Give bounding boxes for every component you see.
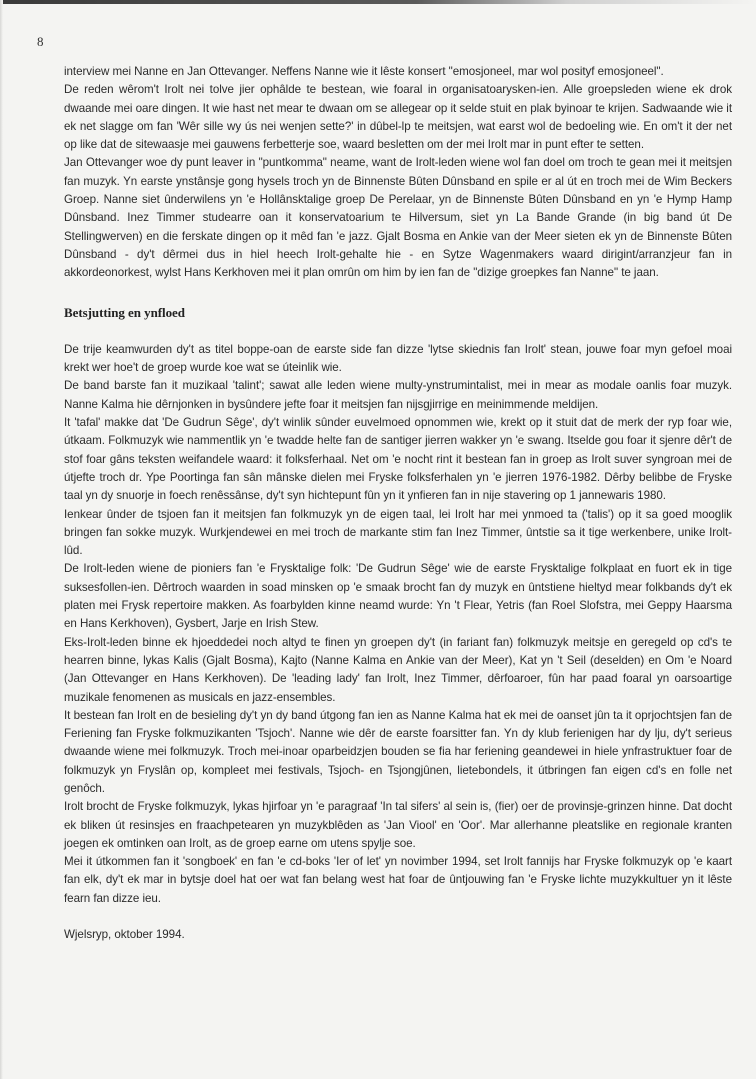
scan-top-edge bbox=[0, 0, 756, 4]
paragraph: De reden wêrom't Irolt nei tolve jier ophâlde te bestean, wie foaral in organisatoarysken-ien. Alle groepsleden wiene ek drok dwaande mei oare dingen. It wie hast net mear te dwaan om se allegear op it selde stuit en plak byinoar te krijen. Sadwaande wie it ek net slagge om fan 'Wêr sille wy ús nei wenjen sette?' in dûbel-lp te meitsjen, wat earst wol de bedoeling wie. En om't it der net op like dat de sitewaasje mei gauwens ferbetterje soe, waard besletten om der mei Irolt mar in punt efter te setten. bbox=[64, 83, 732, 152]
paragraph: interview mei Nanne en Jan Ottevanger. Neffens Nanne wie it lêste konsert "emosjoneel, mar wol posityf emosjoneel". bbox=[64, 65, 664, 78]
page-number: 8 bbox=[37, 34, 44, 49]
paragraph: It bestean fan Irolt en de besieling dy't yn dy band útgong fan ien as Nanne Kalma hat ek mei de oanset jûn ta it oprjochtsjen fan de Feriening fan Fryske folkmuzikanten 'Tsjoch'. Nanne wie dêr de earste foarsitter fan. Yn dy klub ferienigen har dy lju, dy't serieus dwaande wiene mei folkmuzyk. Troch mei-inoar oparbeidzjen bouden se fia har feriening geandewei in hiele ynfrastruktuer foar de folkmuzyk yn Fryslân op, kompleet mei festivals, Tsjoch- en Tsjongjûnen, lietebondels, it útbringen fan eigen cd's en folle net genôch. bbox=[64, 708, 732, 795]
paragraph: Mei it útkommen fan it 'songboek' en fan 'e cd-boks 'Ier of let' yn novimber 1994, set Irolt fannijs har Fryske folkmuzyk op 'e kaart fan elk, dy't ek mar in bytsje doel hat oer wat fan belang west hat foar de ûntjouwing fan 'e Fryske lichte muzykkultuer yn it lêste fearn fan dizze ieu. bbox=[64, 855, 732, 905]
paragraph: It 'tafal' makke dat 'De Gudrun Sêge', dy't winlik sûnder euvelmoed opnommen wie, krekt op it stuit dat de merk der ryp foar wie, útkaam. Folkmuzyk wie nammentlik yn 'e twadde helte fan de santiger jierren wakker yn 'e swang. Itselde gou foar it sjenre dêr't de stof foar gâns teksten weifandele waard: it folksferhaal. Net om 'e nocht rint it bestean fan in groep as Irolt suver syngroan mei de útjefte troch dr. Ype Poortinga fan sân mânske dielen mei Fryske folksferhalen yn 'e jierren 1976-1982. Dêrby belibbe de Fryske taal yn dy snuorje in foech renêssânse, dy't syn hichtepunt fûn yn it ynfieren fan in nije stavering op 1 jannewaris 1980. bbox=[64, 416, 732, 503]
scan-left-edge bbox=[0, 0, 3, 1079]
paragraph: De Irolt-leden wiene de pioniers fan 'e Frysktalige folk: 'De Gudrun Sêge' wie de earste Frysktalige folkplaat en fuort ek in tige suksesfollen-ien. Dêrtroch waarden in soad minsken op 'e smaak brocht fan dy muzyk en ûntstiene hieltyd mear folkbands dy't ek platen mei Frysk repertoire makken. As foarbylden kinne neamd wurde: Yn 't Flear, Yetris (fan Roel Slofstra, mei Geppy Haarsma en Hans Kerkhoven), Gysbert, Jarje en Irish Stew. bbox=[64, 562, 732, 631]
section-heading: Betsjutting en ynfloed bbox=[64, 304, 185, 320]
paragraph: De band barste fan it muzikaal 'talint'; sawat alle leden wiene multy-ynstrumintalist, mei in mear as modale oanlis foar muzyk. Nanne Kalma hie dêrnjonken in bysûndere jefte foar it meitsjen fan nijsgjirrige en meinimmende meldijen. bbox=[64, 379, 732, 411]
document-body bbox=[64, 63, 732, 944]
paragraph: Irolt brocht de Fryske folkmuzyk, lykas hjirfoar yn 'e paragraaf 'In tal sifers' al sein is, (fier) oer de provinsje-grinzen hinne. Dat docht ek bliken út resinsjes en fraachpetearen yn muzykblêden as 'Jan Viool' en 'Oor'. Mar allerhanne pleatslike en regionale kranten joegen ek omtinken oan Irolt, as de groep earne om utens spylje soe. bbox=[64, 800, 732, 850]
paragraph: Jan Ottevanger woe dy punt leaver in "puntkomma" neame, want de Irolt-leden wiene wol fan doel om troch te gean mei it meitsjen fan muzyk. Yn earste ynstânsje gong hysels troch yn de Binnenste Bûten Dûnsband en spile er al út en troch mei de Wim Beckers Groep. Nanne siet ûnderwilens yn 'e Hollânsktalige groep De Perelaar, yn de Binnenste Bûten Dûnsband en yn 'e Hymp Hamp Dûnsband. Inez Timmer studearre oan it konservatoarium te Hilversum, siet yn La Bande Grande (in big band út De Stellingwerven) en die ferskate dingen op it mêd fan 'e jazz. Gjalt Bosma en Ankie van der Meer sieten ek yn de Binnenste Bûten Dûnsband - dy't dêrmei dus in hiel heech Irolt-gehalte hie - en Sytze Wagenmakers waard dirigint/arranzjeur fan in akkordeonorkest, wylst Hans Kerkhoven mei it plan omrûn om him by ien fan de "dizige groepkes fan Nanne" te jaan. bbox=[64, 156, 732, 280]
paragraph: De trije keamwurden dy't as titel boppe-oan de earste side fan dizze 'lytse skiednis fan Irolt' stean, jouwe foar myn gefoel moai krekt wer hoe't de groep wurde koe wat se úteinlik wie. bbox=[64, 342, 732, 375]
signoff-place-date: Wjelsryp, oktober 1994. bbox=[64, 928, 185, 942]
paragraph: Ienkear ûnder de tsjoen fan it meitsjen fan folkmuzyk yn de eigen taal, lei Irolt har mei ynmoed ta ('talis') op it sa goed mooglik bringen fan sokke muzyk. Wurkjendewei en mei troch de markante stim fan Inez Timmer, ûntstie sa it tige werkenbere, unike Irolt-lûd. bbox=[64, 507, 732, 558]
paragraph: Eks-Irolt-leden binne ek hjoeddedei noch altyd te finen yn groepen dy't (in fariant fan) folkmuzyk meitsje en geregeld op cd's te hearren binne, lykas Kalis (Gjalt Bosma), Kajto (Nanne Kalma en Ankie van der Meer), Kat yn 't Seil (deselden) en Om 'e Noard (Jan Ottevanger en Hans Kerkhoven). De 'leading lady' fan Irolt, Inez Timmer, dêrfoaroer, fûn har paad foaral yn oarsoartige muzikale fenomenen as musicals en jazz-ensembles. bbox=[64, 635, 732, 704]
